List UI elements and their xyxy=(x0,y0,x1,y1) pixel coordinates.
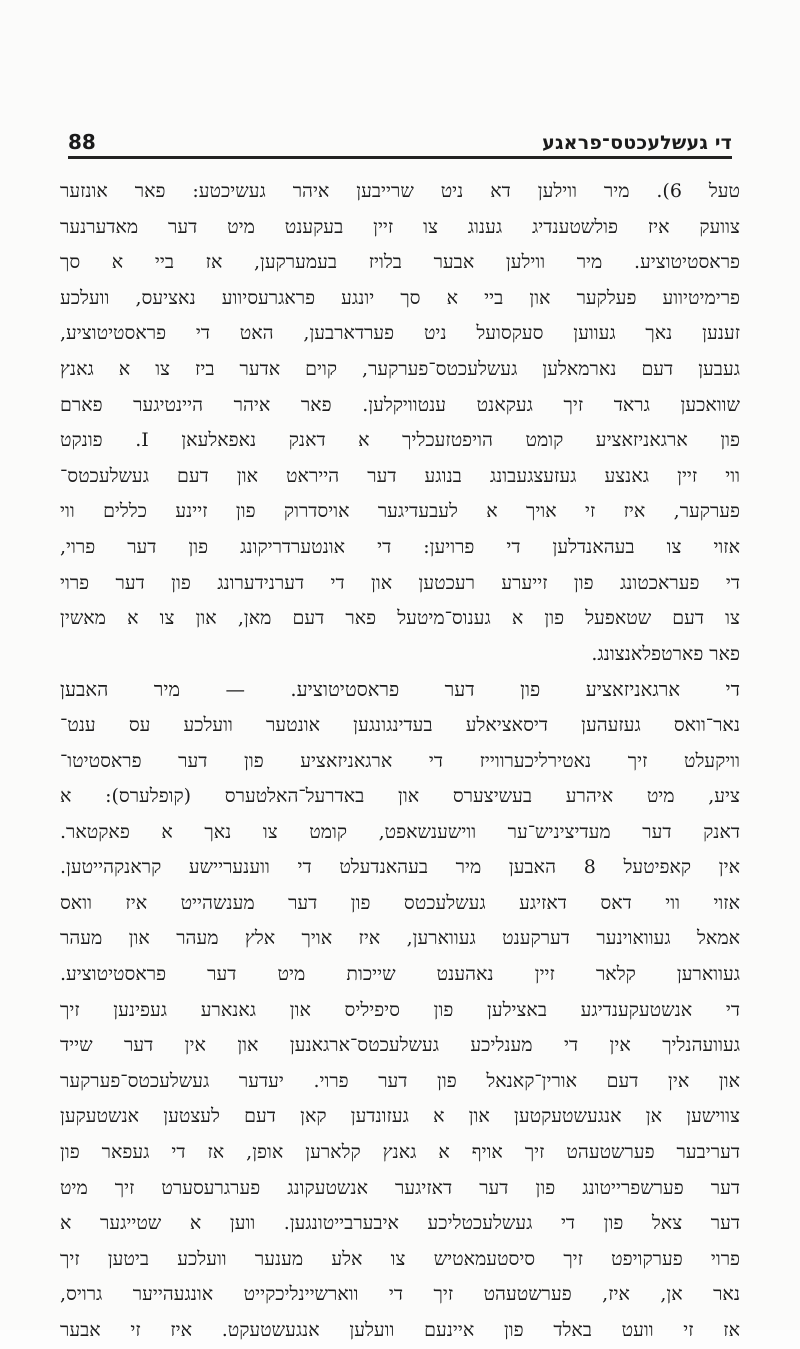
text-line: פרוי פערקויפט זיך סיסטעמאטיש צו אלע מענער וועלכע ביטען זיך xyxy=(60,1247,740,1270)
section-heading-line: די ארגאניזאציע פון דער פראסטיטוציע. — מיר האבען xyxy=(60,678,740,702)
text-line: פרימיטיווע פעלקער און ביי א סך יונגע פראגרעסיווע נאציעס, וועלכע xyxy=(60,286,740,309)
text-line: צו דעם שטאפעל פון א גענוס־מיטעל פאר דעם מאן, און צו א מאשין xyxy=(60,607,740,630)
running-header xyxy=(68,118,732,154)
text-line: פערקער, איז זי אויך א לעבעדיגער אויסדרוק פון זיינע כללים ווי xyxy=(60,500,740,523)
text-line: געבען דעם נארמאלען געשלעכטס־פערקער, קוים אדער ביז צו א גאנץ xyxy=(60,357,740,380)
text-line: אז זי וועט באלד פון איינעם וועלען אנגעשטעקט. איז זי אבער xyxy=(60,1319,740,1341)
text-line: דאנק דער מעדיציניש־ער ווישענשאפט, קומט צו נאך א פאקטאר. xyxy=(60,820,740,843)
text-line: טעל 6). מיר ווילען דא ניט שרייבען איהר געשיכטע: פאר אונזער xyxy=(60,180,740,202)
text-line: נאר־וואס געזעהען דיסאציאלע בעדינגונגען אונטער וועלכע עס ענט־ xyxy=(60,713,740,736)
text-line: ציע, מיט איהרע בעשיצערס און באדרעל־האלטערס (קופלערס): א xyxy=(60,785,740,808)
text-line: שוואכען גראד זיך געקאנט ענטוויקלען. פאר איהר היינטיגער פארם xyxy=(60,393,740,416)
text-line: ווי זיין גאנצע געזעצגעבונג בנוגע דער הייראט און דעם געשלעכטס־ xyxy=(60,464,740,487)
text-line: אזוי צו בעהאנדלען די פרויען: די אונטערדריקונג פון דער פרוי, xyxy=(60,535,740,558)
body-text xyxy=(60,174,740,1349)
text-line: נאר אן, איז, פערשטעהט זיך די ווארשיינליכקייט אונגעהייער גרויס, xyxy=(60,1283,740,1306)
text-line: דער צאל פון די געשלעכטליכע איבערבייטונגען. ווען א שטייגער א xyxy=(60,1212,740,1235)
text-line: די פעראכטונג פון זייערע רעכטען און די דערנידערונג פון דער פרוי xyxy=(60,571,740,594)
text-line: דער פערשפרייטונג פון דער דאזיגער אנשטעקונג פערגרעסערט זיך מיט xyxy=(60,1176,740,1199)
text-line: אמאל געוואוינער דערקענט געווארען, איז אויך אלץ מעהר און מעהר xyxy=(60,927,740,950)
header-rule xyxy=(68,156,732,159)
page-number: 88 xyxy=(68,130,96,154)
text-line: אין קאפיטעל 8 האבען מיר בעהאנדעלט די ווענעריישע קראנקהייטען. xyxy=(60,856,740,879)
text-line: פאר פארטפלאנצונג. xyxy=(591,642,740,665)
text-line: צווישען אן אנגעשטעקטען און א געזונדען קאן דעם לעצטען אנשטעקען xyxy=(60,1105,740,1128)
text-line: זענען נאך געווען סעקסועל ניט פערדארבען, האט די פראסטיטוציע, xyxy=(60,322,740,345)
text-line: פראסטיטוציע. מיר ווילען אבער בלויז בעמערקען, אז ביי א סך xyxy=(60,251,740,274)
text-line: די אנשטעקענדיגע באצילען פון סיפיליס און גאנארע געפינען זיך xyxy=(60,998,740,1021)
text-line: געווארען קלאר זיין נאהענט שייכות מיט דער פראסטיטוציע. xyxy=(60,963,740,986)
running-title: די געשלעכטס־פראגע xyxy=(542,132,732,154)
text-line: דעריבער פערשטעהט זיך אויף א גאנץ קלארען אופן, אז די געפאר פון xyxy=(60,1141,740,1164)
text-line: און אין דעם אורין־קאנאל פון דער פרוי. יעדער געשלעכטס־פערקער xyxy=(60,1069,740,1092)
text-line: צוועק איז פולשטענדיג גענוג צו זיין בעקענט מיט דער מאדערנער xyxy=(60,215,740,238)
text-line: געוועהנליך אין די מענליכע געשלעכטס־ארגאנען און אין דער שייד xyxy=(60,1034,740,1057)
text-line: אזוי ווי דאס דאזיגע געשלעכטס פון דער מענשהייט איז וואס xyxy=(60,891,740,914)
text-line: פון ארגאניזאציע קומט הויפטזעכליך א דאנק נאפאלעאן I. פונקט xyxy=(60,429,740,452)
text-line: וויקעלט זיך נאטירליכערווייז די ארגאניזאציע פון דער פראסטיטו־ xyxy=(60,749,740,772)
